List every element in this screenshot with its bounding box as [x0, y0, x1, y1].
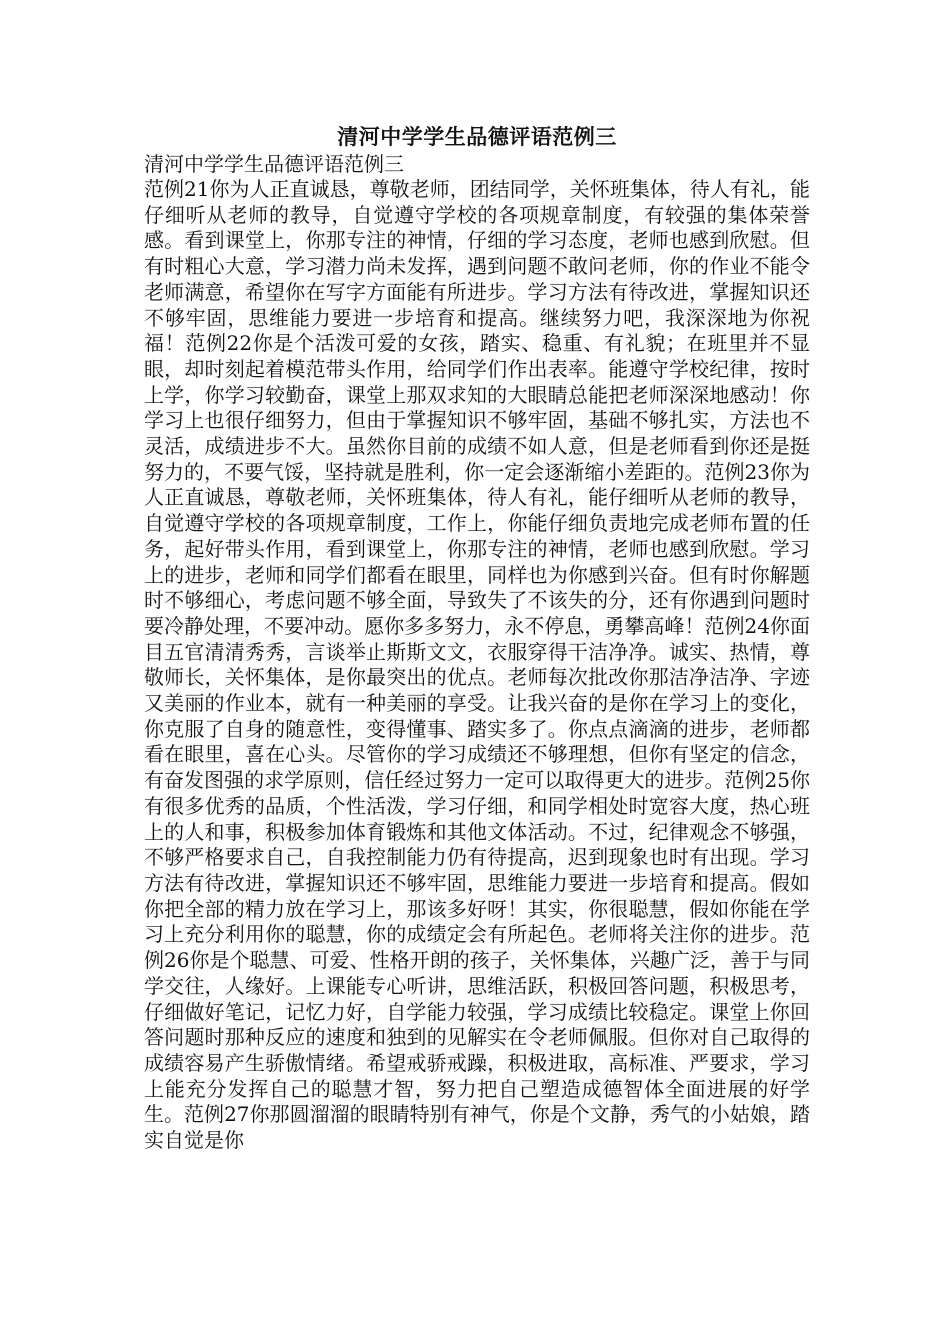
- document-body: 范例21你为人正直诚恳，尊敬老师，团结同学，关怀班集体，待人有礼，能仔细听从老师的教导，自觉遵守学校的各项规章制度，有较强的集体荣誉感。看到课堂上，你那专注的神情，仔细的学习态度，老师也感到欣慰。但有时粗心大意，学习潜力尚未发挥，遇到问题不敢问老师，你的作业不能令老师满意，希望你在写字方面能有所进步。学习方法有待改进，掌握知识还不够牢固，思维能力要进一步培育和提高。继续努力吧，我深深地为你祝福！范例22你是个活泼可爱的女孩，踏实、稳重、有礼貌；在班里并不显眼，却时刻起着模范带头作用，给同学们作出表率。能遵守学校纪律，按时上学，你学习较勤奋，课堂上那双求知的大眼睛总能把老师深深地感动！你学习上也很仔细努力，但由于掌握知识不够牢固，基础不够扎实，方法也不灵活，成绩进步不大。虽然你目前的成绩不如人意，但是老师看到你还是挺努力的，不要气馁，坚持就是胜利，你一定会逐渐缩小差距的。范例23你为人正直诚恳，尊敬老师，关怀班集体，待人有礼，能仔细听从老师的教导，自觉遵守学校的各项规章制度，工作上，你能仔细负责地完成老师布置的任务，起好带头作用，看到课堂上，你那专注的神情，老师也感到欣慰。学习上的进步，老师和同学们都看在眼里，同样也为你感到兴奋。但有时你解题时不够细心，考虑问题不够全面，导致失了不该失的分，还有你遇到问题时要冷静处理，不要冲动。愿你多多努力，永不停息，勇攀高峰！范例24你面目五官清清秀秀，言谈举止斯斯文文，衣服穿得干洁净净。诚实、热情，尊敬师长，关怀集体，是你最突出的优点。老师每次批改你那洁净洁净、字迹又美丽的作业本，就有一种美丽的享受。让我兴奋的是你在学习上的变化，你克服了自身的随意性，变得懂事、踏实多了。你点点滴滴的进步，老师都看在眼里，喜在心头。尽管你的学习成绩还不够理想，但你有坚定的信念，有奋发图强的求学原则，信任经过努力一定可以取得更大的进步。范例25你有很多优秀的品质，个性活泼，学习仔细，和同学相处时宽容大度，热心班上的人和事，积极参加体育锻炼和其他文体活动。不过，纪律观念不够强，不够严格要求自己，自我控制能力仍有待提高，迟到现象也时有出现。学习方法有待改进，掌握知识还不够牢固，思维能力要进一步培育和提高。假如你把全部的精力放在学习上，那该多好呀！其实，你很聪慧，假如你能在学习上充分利用你的聪慧，你的成绩定会有所起色。老师将关注你的进步。范例26你是个聪慧、可爱、性格开朗的孩子，关怀集体，兴趣广泛，善于与同学交往，人缘好。上课能专心听讲，思维活跃，积极回答问题，积极思考，仔细做好笔记，记忆力好，自学能力较强，学习成绩比较稳定。课堂上你回答问题时那种反应的速度和独到的见解实在令老师佩服。但你对自己取得的成绩容易产生骄傲情绪。希望戒骄戒躁，积极进取，高标准、严要求，学习上能充分发挥自己的聪慧才智，努力把自己塑造成德智体全面进展的好学生。范例27你那圆溜溜的眼睛特别有神气，你是个文静，秀气的小姑娘，踏实自觉是你: [144, 177, 810, 1153]
- document-page: [144, 122, 810, 1154]
- document-title: 清河中学学生品德评语范例三: [337, 124, 617, 149]
- document-subtitle: 清河中学学生品德评语范例三: [144, 152, 404, 176]
